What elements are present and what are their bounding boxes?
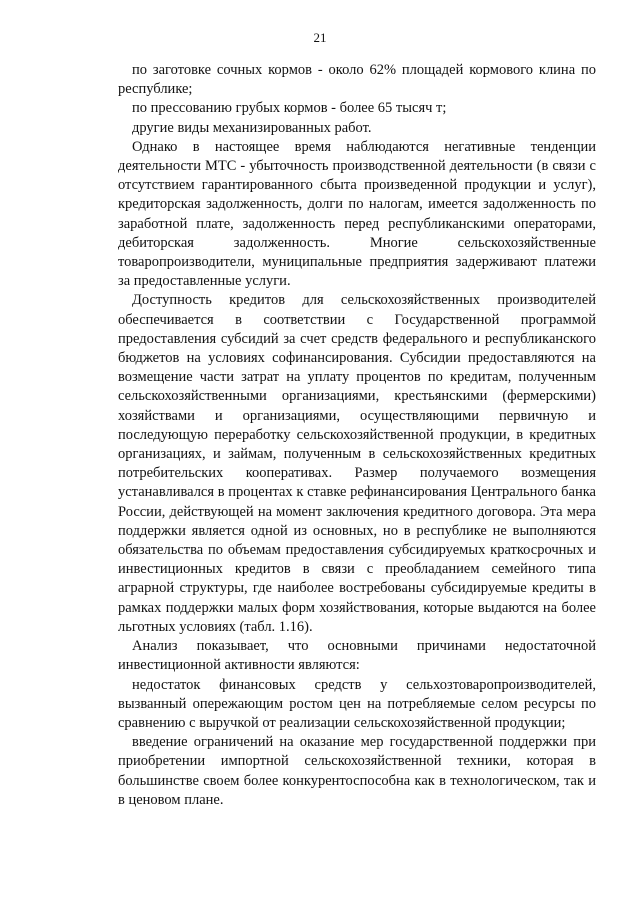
paragraph-other-works: другие виды механизированных работ. [132,119,372,136]
paragraph-analysis: Анализ показывает, что основными причинами недостаточной инвестиционной активности являются: [118,638,596,674]
paragraph-silage: по заготовке сочных кормов - около 62% площадей кормового клина по республике; [118,62,596,98]
paragraph-pressing: по прессованию грубых кормов - более 65 тысяч т; [132,100,447,117]
paragraph-lack-of-funds: недостаток финансовых средств у сельхозтоваропроизводителей, вызванный опережающим ростом цен на потребляемые селом ресурсы по сравнению с выручкой от реализации сельскохозяйственной продукции; [118,676,596,731]
paragraph-credit-availability: Доступность кредитов для сельскохозяйственных производителей обеспечивается в соответствии с Государственной программой предоставления субсидий за счет средств федерального и республиканского бюджетов на условиях софинансирования. Субсидии предоставляются на возмещение части затрат на уплату процентов по кредитам, полученным сельскохозяйственными организациями, крестьянскими (фермерскими) хозяйствами и организациями, осуществляющими первичную и последующую переработку сельскохозяйственной продукции, в кредитных организациях, и займам, полученным в сельскохозяйственных кредитных потребительских кооперативах. Размер получаемого возмещения устанавливался в процентах к ставке рефинансирования Центрального банка России, действующей на момент заключения кредитного договора. Эта мера поддержки является одной из основных, но в республике не выполняются обязательства по объемам предоставления субсидируемых краткосрочных и инвестиционных кредитов в связи с преобладанием семейного типа аграрной структуры, где наиболее востребованы субсидируемые кредиты в рамках поддержки малых форм хозяйствования, которые выдаются на более льготных условиях (табл. 1.16). [118,292,596,635]
body-text [118,61,596,810]
page-number: 21 [313,30,327,45]
paragraph-negative-trends: Однако в настоящее время наблюдаются негативные тенденции деятельности МТС - убыточность производственной деятельности (в связи с отсутствием гарантированного сбыта произведенной продукции и услуг), кредиторская задолженность, долги по налогам, имеется задолженность по заработной плате, задолженность перед республиканскими операторами, дебиторская задолженность. Многие сельскохозяйственные товаропроизводители, муниципальные предприятия задерживают платежи за предоставленные услуги. [118,138,596,290]
paragraph-restrictions: введение ограничений на оказание мер государственной поддержки при приобретении импортной сельскохозяйственной техники, которая в большинстве своем более конкурентоспособна как в технологическом, так и в ценовом плане. [118,734,596,808]
